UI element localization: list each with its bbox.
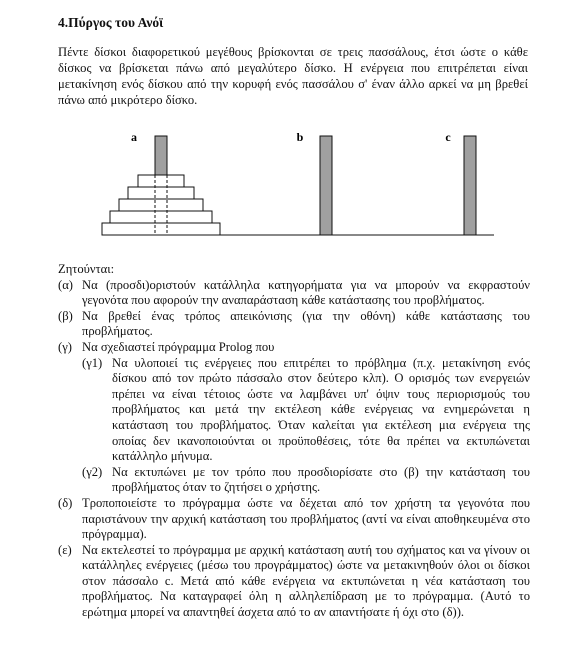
subitem-g2 xyxy=(58,465,530,496)
item-alpha xyxy=(58,278,530,309)
requirements xyxy=(58,262,530,621)
disk-2 xyxy=(128,187,194,199)
item-delta-text: Τροποποιείστε το πρόγραμμα ώστε να δέχεται από τον χρήστη τα γεγονότα που παριστάνουν την αρχική κατάσταση του προβλήματος (αντί να είναι αποθηκευμένα στο πρόγραμμα). xyxy=(82,495,530,542)
peg-label-a: a xyxy=(131,130,137,144)
peg-label-b: b xyxy=(296,130,304,144)
subitem-g1-mark: (γ1) xyxy=(82,355,103,370)
item-epsilon xyxy=(58,543,530,621)
subitem-g2-mark: (γ2) xyxy=(82,464,103,479)
hanoi-diagram xyxy=(90,126,500,240)
subitem-g1 xyxy=(58,356,530,465)
disk-5 xyxy=(102,223,220,235)
peg-label-c: c xyxy=(445,130,451,144)
requirements-heading: Ζητούνται: xyxy=(58,262,115,276)
item-epsilon-text: Να εκτελεστεί το πρόγραμμα με αρχική κατάσταση αυτή του σχήματος και να γίνουν οι κατάλληλες ενέργειες (μέσω του προγράμματος) ώστε να μετακινηθούν όλοι οι δίσκοι στον πάσσαλο c. Μετά από κάθε ενέργεια να εκτυπώνεται η νέα κατάσταση του προβλήματος. Να καταγραφεί όλη η αλληλεπίδραση με το πρόγραμμα. (Αυτό το ερώτημα μπορεί να απαντηθεί άσχετα από το αν απαντήσατε ή όχι στο (δ)). xyxy=(82,542,530,620)
item-beta-text: Να βρεθεί ένας τρόπος απεικόνισης (για την οθόνη) κάθε κατάστασης του προβλήματος. xyxy=(82,308,530,339)
item-gamma-text: Να σχεδιαστεί πρόγραμμα Prolog που xyxy=(82,339,275,354)
peg-a xyxy=(155,136,167,175)
item-delta xyxy=(58,496,530,543)
problem-description: Πέντε δίσκοι διαφορετικού μεγέθους βρίσκονται σε τρεις πασσάλους, έτσι ώστε ο κάθε δίσκος να βρίσκεται πάνω από μεγαλύτερο δίσκο. Η ενέργεια που επιτρέπεται είναι μετακίνηση ενός δίσκου από την κορυφή ενός πασσάλου σ' έναν άλλο αρκεί να μη βρεθεί πάνω από μικρότερο δίσκο. xyxy=(58,45,528,107)
item-epsilon-mark: (ε) xyxy=(58,542,72,557)
peg-b xyxy=(320,136,332,235)
item-gamma xyxy=(58,340,530,356)
disk-3 xyxy=(119,199,203,211)
peg-c xyxy=(464,136,476,235)
item-alpha-mark: (α) xyxy=(58,277,73,292)
item-delta-mark: (δ) xyxy=(58,495,73,510)
subitem-g2-text: Να εκτυπώνει με τον τρόπο που προσδιορίσατε στο (β) την κατάσταση του προβλήματος όταν το ζητήσει ο χρήστης. xyxy=(112,464,530,495)
item-beta-mark: (β) xyxy=(58,308,73,323)
item-beta xyxy=(58,309,530,340)
section-title: 4.Πύργος του Ανόϊ xyxy=(58,15,164,30)
item-gamma-mark: (γ) xyxy=(58,339,72,354)
disk-4 xyxy=(110,211,212,223)
item-alpha-text: Να (προσδι)οριστούν κατάλληλα κατηγορήματα για να μπορούν να εκφραστούν γεγονότα που αφορούν την αναπαράσταση κάθε κατάστασης του προβλήματος. xyxy=(82,277,530,308)
subitem-g1-text: Να υλοποιεί τις ενέργειες που επιτρέπει το πρόβλημα (π.χ. μετακίνηση ενός δίσκου από τον πρώτο πάσσαλο στον δεύτερο κλπ). Ο ορισμός των ενεργειών πρέπει να είναι τέτοιος ώστε να λαμβάνει υπ' όψιν τους περιορισμούς του προβλήματος και μετά την εκτέλεση κάθε ενέργειας να ενημερώνεται η κατάσταση του προβλήματος. Όταν καλείται για εκτέλεση μια ενέργεια της οποίας δεν ικανοποιούνται οι προϋποθέσεις, τότε θα πρέπει να εκτυπώνεται κατάλληλο μήνυμα. xyxy=(112,355,530,464)
disk-1 xyxy=(138,175,184,187)
